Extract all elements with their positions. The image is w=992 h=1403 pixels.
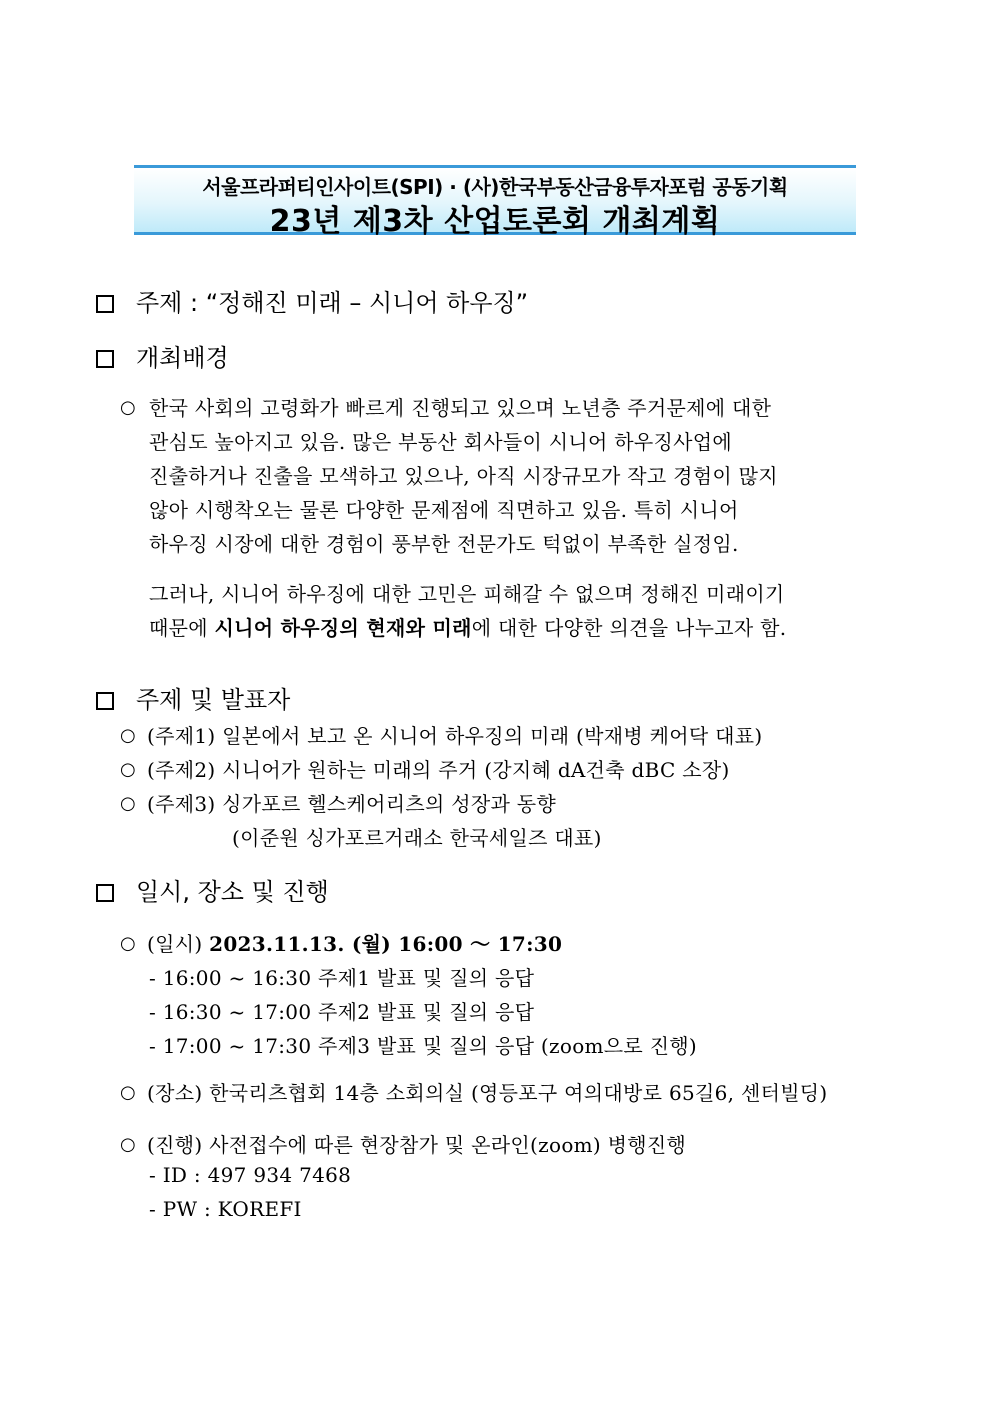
bullet-icon: ○ <box>120 759 136 780</box>
checkbox-square-icon <box>96 350 114 368</box>
title-box <box>134 165 856 239</box>
para2-text-emphasis: 시니어 하우징의 현재와 미래 <box>214 616 472 640</box>
document-title: 23년 제3차 산업토론회 개최계획 <box>269 204 721 239</box>
section-background-heading <box>96 338 229 372</box>
background-para1-line2: 관심도 높아지고 있음. 많은 부동산 회사들이 시니어 하우징사업에 <box>149 430 732 454</box>
section-speakers-heading <box>96 680 291 714</box>
schedule-date <box>147 928 562 957</box>
bullet-icon: ○ <box>120 933 136 954</box>
bullet-icon: ○ <box>120 397 136 418</box>
bullet-icon: ○ <box>120 1134 136 1155</box>
section-schedule-title: 일시, 장소 및 진행 <box>136 878 329 906</box>
zoom-password: - PW : KOREFI <box>149 1197 302 1221</box>
background-para2-line1: 그러나, 시니어 하우징에 대한 고민은 피해갈 수 없으며 정해진 미래이기 <box>149 582 785 606</box>
schedule-place: (장소) 한국리츠협회 14층 소회의실 (영등포구 여의대방로 65길6, 센터빌딩) <box>147 1081 828 1105</box>
timeline-item-1: - 16:00 ~ 16:30 주제1 발표 및 질의 응답 <box>149 966 535 990</box>
section-background-title: 개최배경 <box>136 344 229 372</box>
checkbox-square-icon <box>96 692 114 710</box>
speaker-item-2: (주제2) 시니어가 원하는 미래의 주거 (강지혜 dA건축 dBC 소장) <box>147 758 730 782</box>
para2-text-post: 에 대한 다양한 의견을 나누고자 함. <box>471 616 787 640</box>
bullet-icon: ○ <box>120 1082 136 1103</box>
schedule-progress: (진행) 사전접수에 따른 현장참가 및 온라인(zoom) 병행진행 <box>147 1133 687 1157</box>
background-para1-line4: 않아 시행착오는 물론 다양한 문제점에 직면하고 있음. 특히 시니어 <box>149 498 739 522</box>
bullet-icon: ○ <box>120 725 136 746</box>
checkbox-square-icon <box>96 884 114 902</box>
speaker-item-1: (주제1) 일본에서 보고 온 시니어 하우징의 미래 (박재병 케어닥 대표) <box>147 724 763 748</box>
speaker-item-3-continuation: (이준원 싱가포르거래소 한국세일즈 대표) <box>232 826 602 850</box>
timeline-item-2: - 16:30 ~ 17:00 주제2 발표 및 질의 응답 <box>149 1000 535 1024</box>
background-para1-line5: 하우징 시장에 대한 경험이 풍부한 전문가도 턱없이 부족한 실정임. <box>149 532 739 556</box>
para2-text-pre: 때문에 <box>149 616 215 640</box>
background-para1-line1: 한국 사회의 고령화가 빠르게 진행되고 있으며 노년층 주거문제에 대한 <box>149 396 772 420</box>
zoom-id: - ID : 497 934 7468 <box>149 1163 352 1187</box>
document-subtitle: 서울프라퍼티인사이트(SPI) · (사)한국부동산금융투자포럼 공동기획 <box>202 175 788 199</box>
section-speakers-title: 주제 및 발표자 <box>136 686 291 714</box>
schedule-date-value: 2023.11.13. (월) 16:00 ～ 17:30 <box>209 932 563 956</box>
background-para1-line3: 진출하거나 진출을 모색하고 있으나, 아직 시장규모가 작고 경험이 많지 <box>149 464 778 488</box>
section-theme-heading <box>96 283 529 317</box>
timeline-item-3: - 17:00 ~ 17:30 주제3 발표 및 질의 응답 (zoom으로 진행) <box>149 1034 698 1058</box>
checkbox-square-icon <box>96 295 114 313</box>
schedule-date-label: (일시) <box>147 932 210 956</box>
background-para2-line2 <box>149 612 786 641</box>
speaker-item-3: (주제3) 싱가포르 헬스케어리츠의 성장과 동향 <box>147 792 557 816</box>
section-theme-title: 주제 : “정해진 미래 – 시니어 하우징” <box>136 289 529 317</box>
section-schedule-heading <box>96 872 329 906</box>
bullet-icon: ○ <box>120 793 136 814</box>
